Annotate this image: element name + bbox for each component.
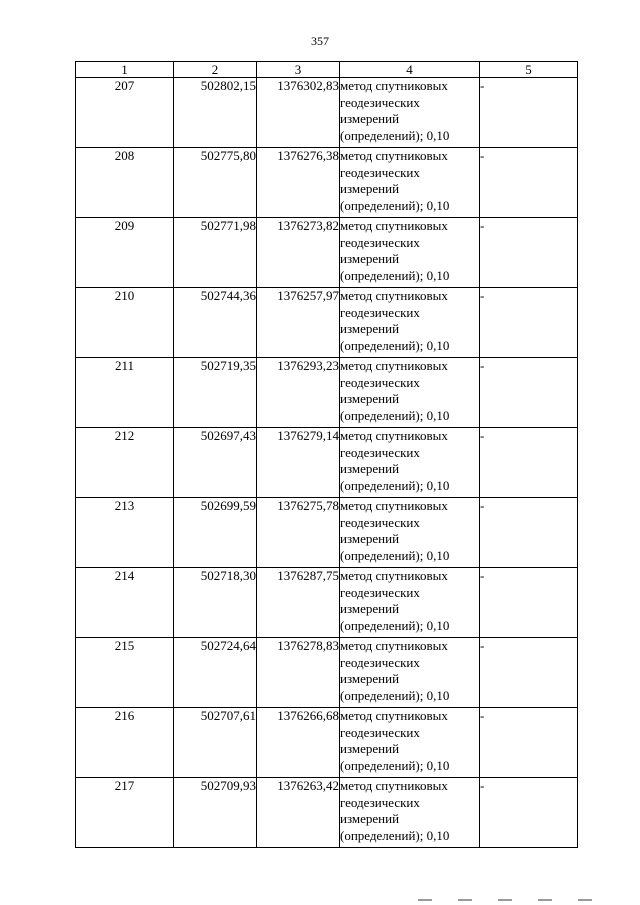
- note-cell: -: [480, 288, 578, 358]
- column-header-5: 5: [480, 62, 578, 78]
- point-number-cell: 207: [76, 78, 174, 148]
- table-row: [76, 498, 578, 568]
- column-header-4: 4: [340, 62, 480, 78]
- column-header-3: 3: [257, 62, 340, 78]
- coordinate-y-cell: 1376287,75: [257, 568, 340, 638]
- method-accuracy-cell: метод спутниковых геодезических измерений (определений); 0,10: [340, 288, 480, 358]
- point-number-cell: 208: [76, 148, 174, 218]
- coordinates-table: [75, 61, 578, 848]
- coordinate-y-cell: 1376276,38: [257, 148, 340, 218]
- coordinate-y-cell: 1376293,23: [257, 358, 340, 428]
- note-cell: -: [480, 218, 578, 288]
- coordinate-y-cell: 1376275,78: [257, 498, 340, 568]
- note-cell: -: [480, 148, 578, 218]
- column-header-1: 1: [76, 62, 174, 78]
- note-cell: -: [480, 708, 578, 778]
- point-number-cell: 214: [76, 568, 174, 638]
- page-number: 357: [311, 34, 329, 48]
- table-row: [76, 358, 578, 428]
- coordinate-x-cell: 502719,35: [174, 358, 257, 428]
- note-cell: -: [480, 568, 578, 638]
- coordinate-x-cell: 502699,59: [174, 498, 257, 568]
- note-cell: -: [480, 358, 578, 428]
- note-cell: -: [480, 428, 578, 498]
- coordinate-x-cell: 502744,36: [174, 288, 257, 358]
- scan-artifact-marks: [418, 899, 608, 901]
- coordinate-x-cell: 502709,93: [174, 778, 257, 848]
- coordinate-y-cell: 1376273,82: [257, 218, 340, 288]
- coordinate-y-cell: 1376266,68: [257, 708, 340, 778]
- table-row: [76, 638, 578, 708]
- point-number-cell: 215: [76, 638, 174, 708]
- note-cell: -: [480, 498, 578, 568]
- method-accuracy-cell: метод спутниковых геодезических измерений (определений); 0,10: [340, 638, 480, 708]
- coordinate-x-cell: 502697,43: [174, 428, 257, 498]
- table-header-row: [76, 62, 578, 78]
- point-number-cell: 212: [76, 428, 174, 498]
- method-accuracy-cell: метод спутниковых геодезических измерений (определений); 0,10: [340, 78, 480, 148]
- coordinate-x-cell: 502802,15: [174, 78, 257, 148]
- coordinate-y-cell: 1376302,83: [257, 78, 340, 148]
- method-accuracy-cell: метод спутниковых геодезических измерений (определений); 0,10: [340, 778, 480, 848]
- coordinate-x-cell: 502724,64: [174, 638, 257, 708]
- table-row: [76, 148, 578, 218]
- point-number-cell: 211: [76, 358, 174, 428]
- coordinate-x-cell: 502707,61: [174, 708, 257, 778]
- coordinate-y-cell: 1376263,42: [257, 778, 340, 848]
- coordinate-y-cell: 1376257,97: [257, 288, 340, 358]
- table-row: [76, 288, 578, 358]
- method-accuracy-cell: метод спутниковых геодезических измерений (определений); 0,10: [340, 428, 480, 498]
- note-cell: -: [480, 78, 578, 148]
- note-cell: -: [480, 638, 578, 708]
- coordinate-x-cell: 502718,30: [174, 568, 257, 638]
- method-accuracy-cell: метод спутниковых геодезических измерений (определений); 0,10: [340, 148, 480, 218]
- table-body: [76, 78, 578, 848]
- note-cell: -: [480, 778, 578, 848]
- coordinate-x-cell: 502771,98: [174, 218, 257, 288]
- point-number-cell: 209: [76, 218, 174, 288]
- point-number-cell: 210: [76, 288, 174, 358]
- table-row: [76, 218, 578, 288]
- point-number-cell: 216: [76, 708, 174, 778]
- table-row: [76, 78, 578, 148]
- method-accuracy-cell: метод спутниковых геодезических измерений (определений); 0,10: [340, 358, 480, 428]
- method-accuracy-cell: метод спутниковых геодезических измерений (определений); 0,10: [340, 568, 480, 638]
- table-row: [76, 428, 578, 498]
- method-accuracy-cell: метод спутниковых геодезических измерений (определений); 0,10: [340, 498, 480, 568]
- point-number-cell: 217: [76, 778, 174, 848]
- table-row: [76, 708, 578, 778]
- table-row: [76, 778, 578, 848]
- column-header-2: 2: [174, 62, 257, 78]
- method-accuracy-cell: метод спутниковых геодезических измерений (определений); 0,10: [340, 218, 480, 288]
- table-row: [76, 568, 578, 638]
- point-number-cell: 213: [76, 498, 174, 568]
- coordinate-y-cell: 1376278,83: [257, 638, 340, 708]
- method-accuracy-cell: метод спутниковых геодезических измерений (определений); 0,10: [340, 708, 480, 778]
- coordinate-y-cell: 1376279,14: [257, 428, 340, 498]
- coordinate-x-cell: 502775,80: [174, 148, 257, 218]
